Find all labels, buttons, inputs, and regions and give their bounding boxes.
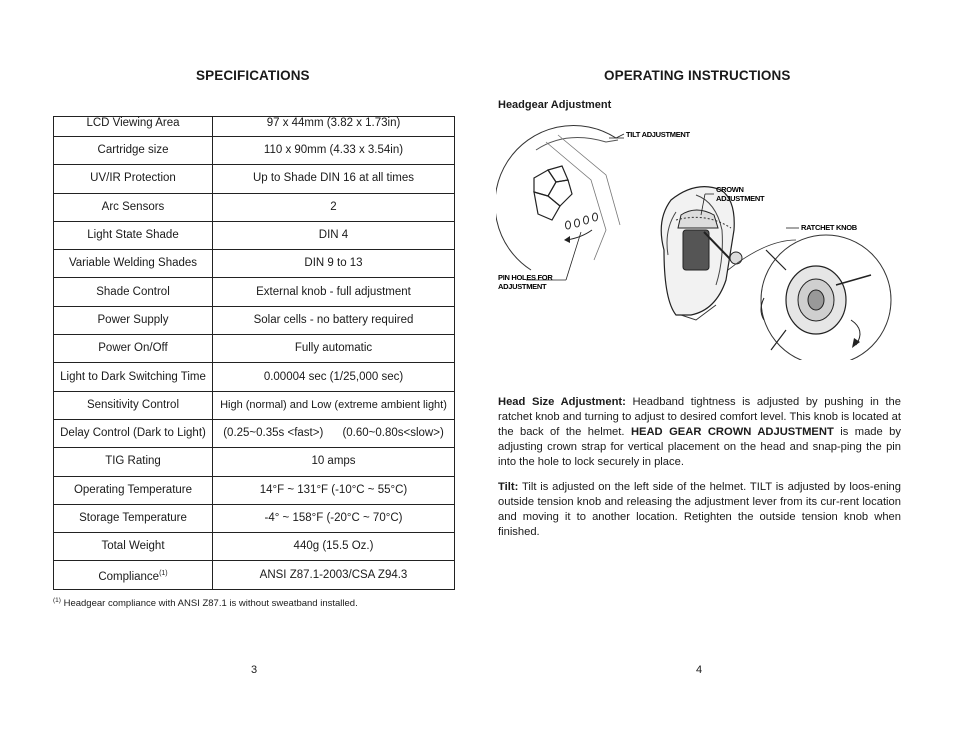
spec-label: [54, 117, 213, 137]
headgear-adjustment-subheading: Headgear Adjustment: [498, 99, 612, 111]
spec-label: [54, 419, 213, 447]
spec-label: [54, 448, 213, 476]
spec-label-text: Total Weight: [101, 540, 165, 553]
spec-label-text: Delay Control (Dark to Light): [60, 427, 206, 440]
spec-row: [54, 476, 455, 504]
spec-value: Fully automatic: [213, 335, 455, 363]
spec-value: 0.00004 sec (1/25,000 sec): [213, 363, 455, 391]
spec-label-text: Power On/Off: [98, 342, 168, 355]
pin-holes-label-line1: PIN HOLES FOR: [498, 273, 553, 282]
spec-label: [54, 165, 213, 193]
spec-value: DIN 4: [213, 221, 455, 249]
page-number-right: 4: [696, 664, 703, 676]
headgear-adjustment-diagram: [496, 120, 906, 360]
tilt-text: Tilt is adjusted on the left side of the helmet. TILT is adjusted by loos-ening outside tension knob and releasing the adjustment lever from its cur-rent location and moving it to another location. Retighten the outside tension knob when finished.: [498, 481, 901, 538]
spec-label: [54, 193, 213, 221]
spec-row: [54, 306, 455, 334]
spec-label-text: TIG Rating: [105, 455, 161, 468]
compliance-footnote-marker: (1): [159, 569, 168, 577]
spec-label: [54, 221, 213, 249]
pin-holes-label-line2: ADJUSTMENT: [498, 282, 547, 291]
spec-label: [54, 363, 213, 391]
spec-label-text: Variable Welding Shades: [68, 257, 198, 270]
tilt-adjustment-label: TILT ADJUSTMENT: [626, 130, 690, 139]
spec-row: [54, 335, 455, 363]
spec-value: External knob - full adjustment: [213, 278, 455, 306]
ratchet-knob-label: RATCHET KNOB: [801, 223, 857, 232]
spec-label: [54, 391, 213, 419]
ratchet-knob-detail-illustration: [728, 235, 891, 360]
page-number-left: 3: [251, 664, 258, 676]
spec-row: [54, 533, 455, 561]
spec-value: 110 x 90mm (4.33 x 3.54in): [213, 137, 455, 165]
crown-adjustment-label-line1: CROWN: [716, 185, 744, 194]
spec-label-text: Storage Temperature: [79, 512, 187, 524]
spec-label: [54, 137, 213, 165]
spec-label-text: Shade Control: [96, 285, 170, 298]
head-size-adjustment-paragraph: [498, 395, 901, 470]
head-gear-crown-adjustment-bold: HEAD GEAR CROWN ADJUSTMENT: [630, 426, 834, 438]
spec-row: [54, 165, 455, 193]
spec-label: [54, 250, 213, 278]
spec-value: Solar cells - no battery required: [213, 306, 455, 334]
spec-label-text: Arc Sensors: [101, 200, 165, 213]
spec-label: [54, 476, 213, 504]
spec-label: [54, 533, 213, 561]
spec-label-text: Light to Dark Switching Time: [60, 370, 206, 383]
spec-row: [54, 221, 455, 249]
spec-label-text: LCD Viewing Area: [86, 117, 180, 129]
spec-label-text: Operating Temperature: [73, 483, 193, 496]
spec-value: 2: [213, 193, 455, 221]
compliance-footnote: [53, 597, 358, 609]
spec-value: 97 x 44mm (3.82 x 1.73in): [213, 117, 455, 137]
spec-row: [54, 193, 455, 221]
footnote-marker: (1): [53, 597, 61, 604]
footnote-text: Headgear compliance with ANSI Z87.1 is without sweatband installed.: [63, 598, 358, 610]
spec-label: [54, 504, 213, 532]
head-size-adjustment-lead: Head Size Adjustment:: [498, 396, 626, 408]
tilt-paragraph: [498, 480, 901, 540]
spec-value: 10 amps: [213, 448, 455, 476]
spec-value: (0.25~0.35s <fast>) (0.60~0.80s<slow>): [213, 419, 455, 447]
crown-adjustment-label-line2: ADJUSTMENT: [716, 194, 765, 203]
tilt-lead: Tilt:: [498, 481, 519, 493]
spec-row: [54, 561, 455, 589]
operating-instructions-title: OPERATING INSTRUCTIONS: [604, 68, 791, 83]
spec-value: DIN 9 to 13: [213, 250, 455, 278]
spec-row: [54, 419, 455, 447]
spec-value: -4° ~ 158°F (-20°C ~ 70°C): [213, 504, 455, 532]
spec-row: [54, 250, 455, 278]
head-size-text-b: is made by adjusting crown strap for vertical placement on the head and snap-ping the pin into the hole to lock securely in place.: [498, 426, 901, 468]
spec-row: [54, 391, 455, 419]
spec-label: [54, 561, 213, 589]
spec-label: [54, 278, 213, 306]
spec-label: [54, 306, 213, 334]
spec-label-text: Compliance: [98, 570, 160, 583]
spec-value: 440g (15.5 Oz.): [213, 533, 455, 561]
spec-value: High (normal) and Low (extreme ambient light): [213, 391, 455, 419]
spec-label-text: UV/IR Protection: [90, 172, 176, 185]
spec-row: [54, 117, 455, 137]
spec-row: [54, 278, 455, 306]
spec-row: [54, 448, 455, 476]
spec-label-text: Cartridge size: [97, 144, 169, 157]
spec-label-text: Light State Shade: [87, 229, 179, 242]
spec-label: [54, 335, 213, 363]
spec-row: [54, 363, 455, 391]
head-size-text-a: Headband tightness is adjusted by pushing in the ratchet knob and turning to adjust to desired comfort level. This knob is located at the back of the helmet.: [498, 396, 901, 438]
spec-row: [54, 137, 455, 165]
specifications-title: SPECIFICATIONS: [196, 68, 310, 83]
spec-label-text: Sensitivity Control: [86, 398, 180, 411]
specifications-table: [53, 116, 455, 590]
spec-value: Up to Shade DIN 16 at all times: [213, 165, 455, 193]
pin-holes-detail-illustration: [496, 126, 624, 271]
spec-value: 14°F ~ 131°F (-10°C ~ 55°C): [213, 476, 455, 504]
spec-row: [54, 504, 455, 532]
helmet-illustration: [661, 187, 742, 320]
spec-value: ANSI Z87.1-2003/CSA Z94.3: [213, 561, 455, 589]
spec-label-text: Power Supply: [97, 313, 169, 326]
